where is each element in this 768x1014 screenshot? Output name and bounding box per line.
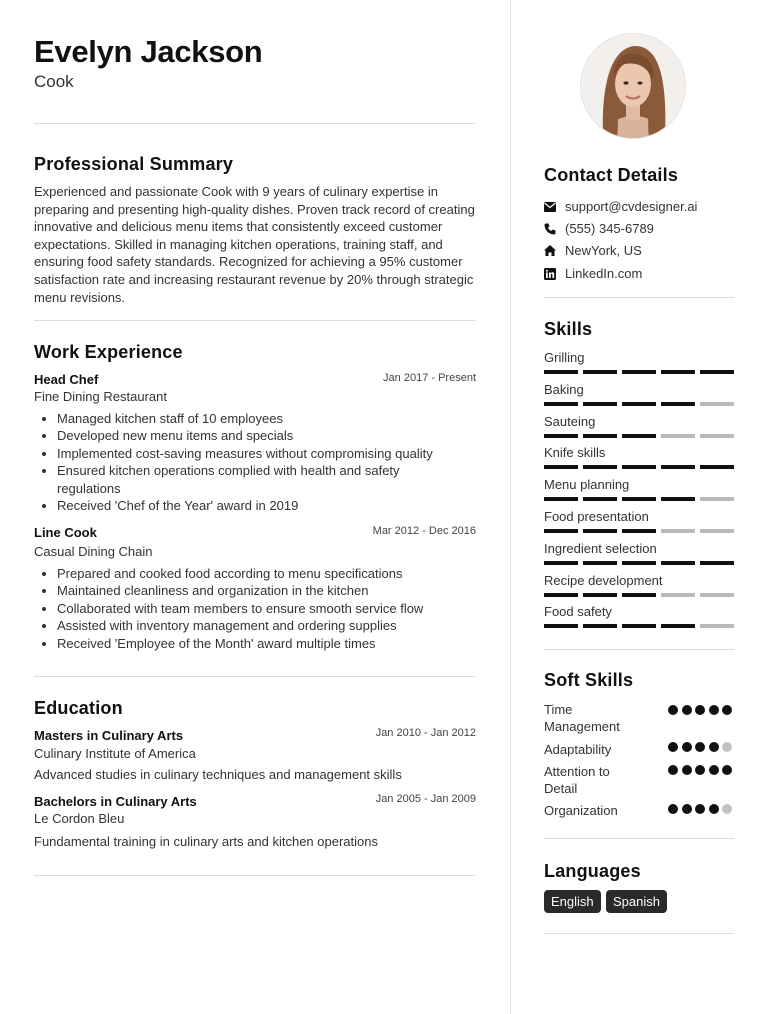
summary-heading: Professional Summary: [34, 154, 234, 174]
rating-dot: [722, 705, 732, 715]
degree-title: Bachelors in Culinary Arts: [34, 794, 197, 809]
skill-level-segment: [622, 624, 656, 628]
phone-icon: [544, 223, 556, 235]
education-description: Advanced studies in culinary techniques and management skills: [34, 767, 402, 782]
rating-dot: [709, 705, 719, 715]
education-dates: Jan 2005 - Jan 2009: [375, 793, 476, 805]
divider: [34, 123, 476, 124]
skill-level-bar: [544, 497, 734, 501]
job-bullet: • Prepared and cooked food according to menu specifications: [57, 565, 452, 582]
contact-phone-text: (555) 345-6789: [565, 221, 654, 236]
skill-level-segment: [661, 529, 695, 533]
skill-label: Food presentation: [544, 509, 649, 524]
skill-level-segment: [700, 402, 734, 406]
skill-label: Recipe development: [544, 572, 663, 588]
skill-level-segment: [622, 402, 656, 406]
education-dates: Jan 2010 - Jan 2012: [375, 727, 476, 739]
candidate-role: Cook: [34, 72, 74, 91]
contact-email-text: support@cvdesigner.ai: [565, 199, 698, 214]
skill-level-bar: [544, 434, 734, 438]
rating-dot: [722, 742, 732, 752]
candidate-name: Evelyn Jackson: [34, 34, 263, 69]
rating-dot: [695, 804, 705, 814]
rating-dot: [722, 765, 732, 775]
rating-dot: [709, 804, 719, 814]
skill-level-segment: [544, 370, 578, 374]
soft-skill-label: Attention to Detail: [544, 764, 610, 797]
soft-skill-label: Time Management: [544, 702, 620, 735]
job-bullet: • Received 'Chef of the Year' award in 2019: [57, 497, 452, 514]
skill-label: Food safety: [544, 604, 612, 620]
skill-level-segment: [661, 624, 695, 628]
skill-level-bar: [544, 624, 734, 628]
divider: [34, 875, 476, 876]
rating-dot: [695, 765, 705, 775]
skill-level-segment: [700, 370, 734, 374]
job-title: Line Cook: [34, 525, 97, 540]
skill-level-segment: [700, 593, 734, 597]
soft-skills-heading: Soft Skills: [544, 670, 634, 690]
soft-skill-rating: [668, 705, 736, 715]
skill-level-segment: [544, 465, 578, 469]
rating-dot: [682, 705, 692, 715]
contact-email[interactable]: [544, 199, 697, 214]
experience-heading: Work Experience: [34, 342, 183, 362]
skill-level-segment: [661, 593, 695, 597]
skill-level-segment: [544, 624, 578, 628]
rating-dot: [668, 705, 678, 715]
skill-level-bar: [544, 465, 734, 469]
degree-title: Masters in Culinary Arts: [34, 728, 184, 743]
soft-skill-label: Adaptability: [544, 742, 612, 757]
job-bullet: • Received 'Employee of the Month' award multiple times: [57, 635, 452, 652]
skill-level-segment: [544, 561, 578, 565]
skill-label: Sauteing: [544, 413, 596, 429]
divider: [544, 838, 734, 839]
divider: [34, 320, 476, 321]
skill-level-segment: [583, 402, 617, 406]
skill-level-bar: [544, 402, 734, 406]
rating-dot: [695, 742, 705, 752]
skill-label: Grilling: [544, 350, 585, 365]
job-bullet: • Developed new menu items and specials: [57, 427, 452, 444]
job-company: Fine Dining Restaurant: [34, 389, 167, 404]
skill-level-segment: [700, 529, 734, 533]
skill-level-segment: [583, 529, 617, 533]
job-bullet: • Ensured kitchen operations complied with health and safety regulations: [57, 462, 452, 497]
contact-location-text: NewYork, US: [565, 243, 642, 258]
skill-level-segment: [583, 624, 617, 628]
job-bullet: • Assisted with inventory management and ordering supplies: [57, 617, 452, 634]
job-bullet: • Managed kitchen staff of 10 employees: [57, 410, 452, 427]
skill-level-bar: [544, 593, 734, 597]
skill-level-segment: [583, 465, 617, 469]
education-heading: Education: [34, 698, 123, 718]
school-name: Le Cordon Bleu: [34, 811, 125, 826]
skill-level-segment: [700, 624, 734, 628]
skill-level-segment: [622, 561, 656, 565]
rating-dot: [682, 742, 692, 752]
contact-phone[interactable]: [544, 221, 654, 236]
profile-photo-illustration: [581, 34, 685, 138]
skill-label: Ingredient selection: [544, 540, 657, 556]
skill-level-segment: [661, 402, 695, 406]
skill-level-segment: [583, 497, 617, 501]
languages-heading: Languages: [544, 861, 641, 881]
contact-linkedin-text: LinkedIn.com: [565, 266, 643, 281]
skill-level-segment: [661, 465, 695, 469]
column-divider: [510, 0, 511, 1014]
soft-skill-rating: [668, 742, 736, 752]
skill-level-segment: [622, 529, 656, 533]
rating-dot: [668, 804, 678, 814]
job-dates: Mar 2012 - Dec 2016: [372, 525, 476, 537]
soft-skill-label: Organization: [544, 803, 618, 818]
home-icon: [544, 245, 556, 257]
divider: [34, 676, 476, 677]
skill-level-segment: [661, 434, 695, 438]
skills-heading: Skills: [544, 319, 593, 339]
skill-level-segment: [583, 434, 617, 438]
job-title: Head Chef: [34, 372, 99, 387]
skill-level-segment: [544, 497, 578, 501]
skill-level-segment: [544, 593, 578, 597]
divider: [544, 933, 734, 934]
skill-level-segment: [700, 434, 734, 438]
skill-level-segment: [661, 561, 695, 565]
skill-level-segment: [583, 370, 617, 374]
skill-level-segment: [622, 593, 656, 597]
language-badge: English: [544, 890, 601, 913]
language-badge: Spanish: [606, 890, 667, 913]
job-bullet: • Collaborated with team members to ensure smooth service flow: [57, 600, 452, 617]
skill-level-segment: [661, 497, 695, 501]
profile-photo: [580, 33, 686, 139]
job-bullets: [34, 565, 452, 652]
rating-dot: [682, 804, 692, 814]
skill-level-segment: [661, 370, 695, 374]
job-bullets: [34, 410, 452, 514]
skill-level-segment: [544, 434, 578, 438]
divider: [544, 297, 734, 298]
job-dates: Jan 2017 - Present: [383, 372, 476, 384]
job-bullet: • Implemented cost-saving measures without compromising quality: [57, 445, 452, 462]
skill-level-segment: [622, 434, 656, 438]
contact-linkedin[interactable]: [544, 266, 642, 281]
skill-label: Knife skills: [544, 445, 606, 461]
contact-heading: Contact Details: [544, 165, 679, 185]
linkedin-icon: [544, 268, 556, 280]
rating-dot: [709, 765, 719, 775]
skill-level-segment: [544, 529, 578, 533]
skill-level-segment: [583, 593, 617, 597]
education-description: Fundamental training in culinary arts and kitchen operations: [34, 834, 378, 849]
rating-dot: [695, 705, 705, 715]
school-name: Culinary Institute of America: [34, 746, 196, 761]
summary-text: Experienced and passionate Cook with 9 years of culinary expertise in preparing and presenting high-quality dishes. Proven track record of creating innovative and delicious menu items that consistently exceed customer expectations. Skilled in managing kitchen operations, training staff, and ensuring food safety standards. Recognized for achieving a 95% customer satisfaction rate and increasing restaurant revenue by 20% through strategic menu revisions.: [34, 184, 475, 305]
skill-level-segment: [700, 497, 734, 501]
envelope-icon: [544, 201, 556, 213]
skill-level-segment: [622, 370, 656, 374]
skill-level-bar: [544, 561, 734, 565]
rating-dot: [668, 765, 678, 775]
divider: [544, 649, 734, 650]
skill-label: Baking: [544, 381, 584, 397]
soft-skill-rating: [668, 765, 736, 775]
job-company: Casual Dining Chain: [34, 544, 153, 559]
rating-dot: [668, 742, 678, 752]
skill-label: Menu planning: [544, 477, 630, 493]
skill-level-segment: [700, 465, 734, 469]
job-bullet: • Maintained cleanliness and organization in the kitchen: [57, 582, 452, 599]
skill-level-segment: [622, 497, 656, 501]
soft-skill-rating: [668, 804, 736, 814]
skill-level-bar: [544, 529, 734, 533]
skill-level-segment: [700, 561, 734, 565]
rating-dot: [709, 742, 719, 752]
contact-location: [544, 243, 642, 258]
skill-level-segment: [544, 402, 578, 406]
rating-dot: [722, 804, 732, 814]
skill-level-bar: [544, 370, 734, 374]
skill-level-segment: [622, 465, 656, 469]
rating-dot: [682, 765, 692, 775]
skill-level-segment: [583, 561, 617, 565]
